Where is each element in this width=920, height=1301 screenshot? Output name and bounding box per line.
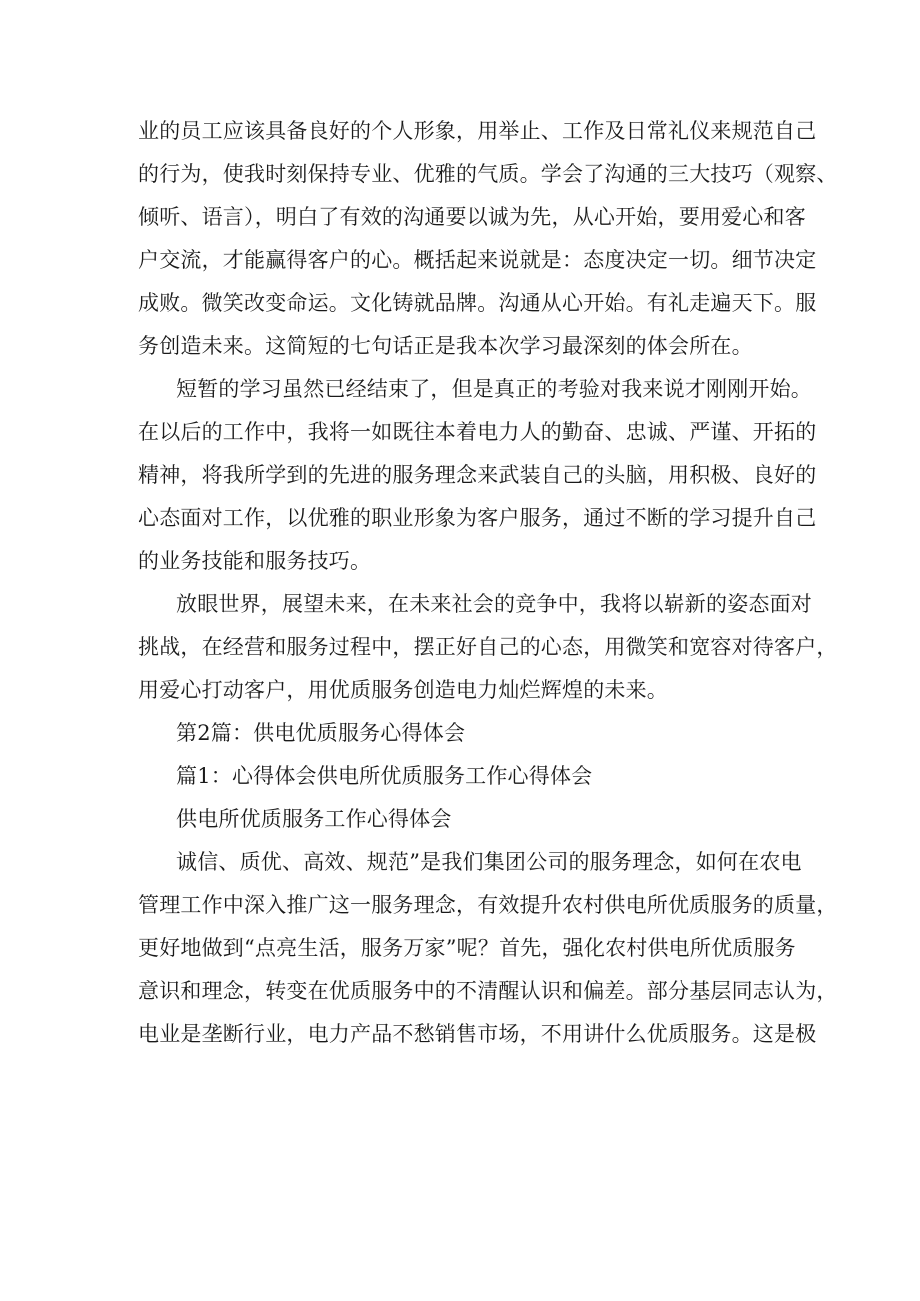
text-line: 倾听、语言），明白了有效的沟通要以诚为先，从心开始，要用爱心和客 <box>138 205 806 229</box>
text-line: 电业是垄断行业，电力产品不愁销售市场，不用讲什么优质服务。这是极 <box>138 1022 817 1046</box>
paragraph-start-line: 放眼世界，展望未来，在未来社会的竞争中，我将以崭新的姿态面对 <box>176 592 812 616</box>
text-line: 心态面对工作，以优雅的职业形象为客户服务，通过不断的学习提升自己 <box>138 506 817 530</box>
text-line: 成败。微笑改变命运。文化铸就品牌。沟通从心开始。有礼走遍天下。服 <box>138 291 817 315</box>
text-line: 挑战，在经营和服务过程中，摆正好自己的心态，用微笑和宽容对待客户， <box>138 635 838 659</box>
text-line: 用爱心打动客户，用优质服务创造电力灿烂辉煌的未来。 <box>138 678 668 702</box>
text-line: 户交流，才能赢得客户的心。概括起来说就是：态度决定一切。细节决定 <box>138 248 817 272</box>
text-line: 业的员工应该具备良好的个人形象，用举止、工作及日常礼仪来规范自己 <box>138 119 817 143</box>
text-line: 的业务技能和服务技巧。 <box>138 549 372 573</box>
text-line: 在以后的工作中，我将一如既往本着电力人的勤奋、忠诚、严谨、开拓的 <box>138 420 817 444</box>
text-line: 更好地做到“点亮生活，服务万家”呢？首先，强化农村供电所优质服务 <box>138 936 796 960</box>
paragraph-start-line: 诚信、质优、高效、规范”是我们集团公司的服务理念，如何在农电 <box>176 850 802 874</box>
article-title: 供电所优质服务工作心得体会 <box>176 807 452 831</box>
section-heading: 第2篇：供电优质服务心得体会 <box>176 721 466 745</box>
document-page <box>138 110 838 1056</box>
text-line: 务创造未来。这简短的七句话正是我本次学习最深刻的体会所在。 <box>138 334 753 358</box>
text-line: 的行为，使我时刻保持专业、优雅的气质。学会了沟通的三大技巧（观察、 <box>138 162 838 186</box>
paragraph-start-line: 短暂的学习虽然已经结束了，但是真正的考验对我来说才刚刚开始。 <box>176 377 812 401</box>
text-line: 意识和理念，转变在优质服务中的不清醒认识和偏差。部分基层同志认为， <box>138 979 838 1003</box>
section-subheading: 篇1：心得体会供电所优质服务工作心得体会 <box>176 764 593 788</box>
text-line: 管理工作中深入推广这一服务理念，有效提升农村供电所优质服务的质量， <box>138 893 838 917</box>
text-line: 精神，将我所学到的先进的服务理念来武装自己的头脑，用积极、良好的 <box>138 463 817 487</box>
